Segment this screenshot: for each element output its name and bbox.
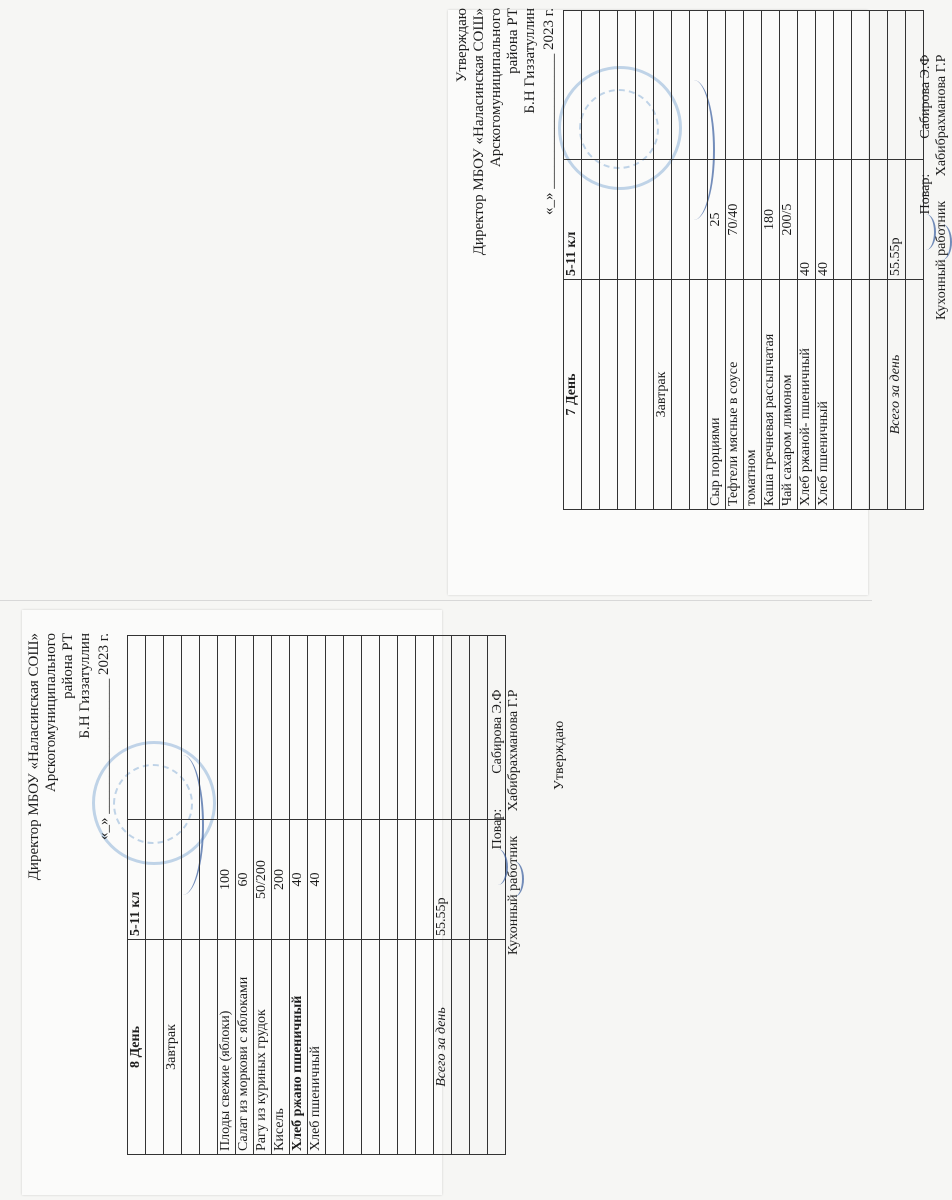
dish-name: Кисель [272,940,290,1155]
total-value: 55.55р [434,820,452,940]
approval-header: Директор МБОУ «Наласинская СОШ» Арскогомуниципального района РТ Б.Н Гиззатуллин «_» __________________ 2023 г. [26,633,112,881]
dish-qty: 40 [816,160,834,280]
dish-name: Сыр порциями [708,280,726,510]
dish-qty: 60 [236,820,254,940]
dish-qty: 50/200 [254,820,272,940]
dish-qty: 40 [798,160,816,280]
signatures-footer: Повар: Сабирова Э.Ф Кухонный работник Хабибрахманова Г.Р [918,54,949,320]
dish-name: Салат из моркови с яблоками [236,940,254,1155]
dish-name: Тефтели мясные в соусе [726,280,744,510]
total-value: 55.55р [888,160,906,280]
worker-signature [932,224,952,260]
dish-name: Хлеб ржаной- пшеничный [798,280,816,510]
day-title: 8 День [128,940,146,1155]
dish-name: Хлеб пшеничный [308,940,326,1155]
total-label: Всего за день [888,280,906,510]
menu-page-day7 [448,8,949,595]
dish-qty: 200 [272,820,290,940]
dish-name: Хлеб пшеничный [816,280,834,510]
dish-qty: 25 [708,160,726,280]
page-fold [0,600,872,601]
dish-name: томатном [744,280,762,510]
dish-qty: 70/40 [726,160,744,280]
worker-signature [504,861,524,897]
dish-qty [744,160,762,280]
dish-qty: 100 [218,820,236,940]
dish-name: Каша гречневая рассыпчатая [762,280,780,510]
grade-header: 5-11 кл [128,820,146,940]
approval-label-bottom: Утверждаю [552,720,567,790]
dish-name: Хлеб ржано пшеничный [290,940,308,1155]
meal-name: Завтрак [164,940,182,1155]
dish-qty: 40 [290,820,308,940]
signatures-footer: Повар: Сабирова Э.Ф Кухонный работник Хабибрахманова Г.Р [490,689,521,955]
dish-name: Чай сахаром лимоном [780,280,798,510]
total-label: Всего за день [434,940,452,1155]
dish-qty: 40 [308,820,326,940]
dish-name: Плоды свежие (яблоки) [218,940,236,1155]
dish-name: Рагу из куриных грудок [254,940,272,1155]
dish-qty: 200/5 [780,160,798,280]
dish-qty: 180 [762,160,780,280]
approval-header: Утверждаю Директор МБОУ «Наласинская СОШ» Арскогомуниципального района РТ Б.Н Гиззатуллин «_» __________________ 2023 г. [454,8,557,256]
menu-table [563,10,924,510]
day-title: 7 День [564,280,582,510]
menu-page-day8 [22,610,567,1195]
grade-header: 5-11 кл [564,160,582,280]
menu-table [127,635,506,1155]
meal-name: Завтрак [654,280,672,510]
